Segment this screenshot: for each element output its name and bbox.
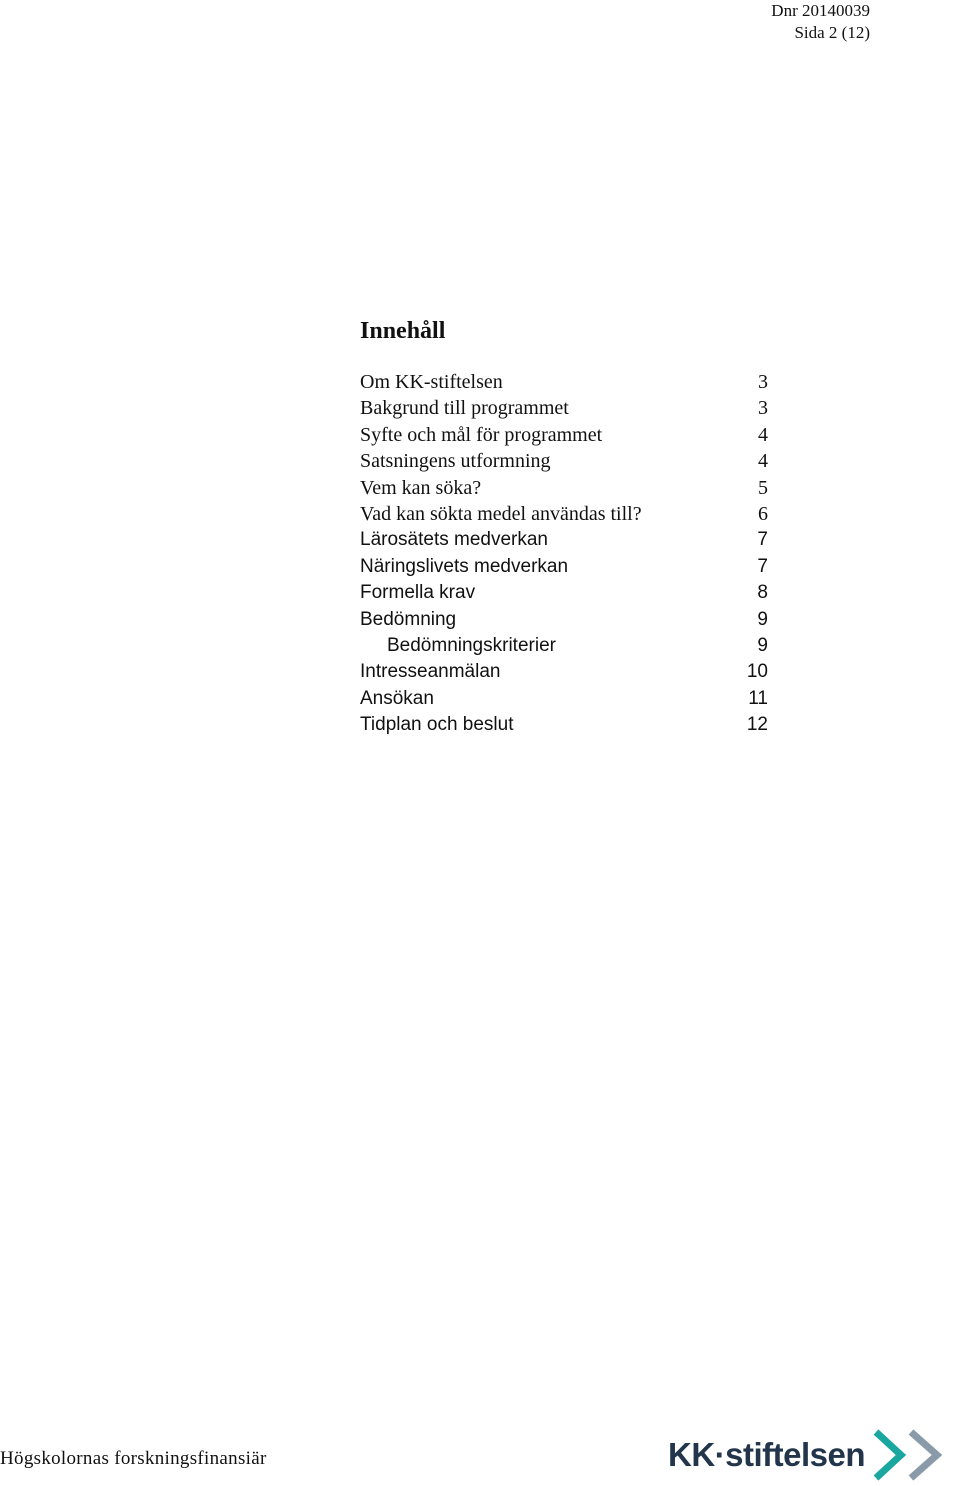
toc-entry-sub[interactable] (360, 633, 768, 659)
toc-entry-label: Intresseanmälan (360, 661, 501, 683)
toc-entry-page: 3 (758, 371, 768, 393)
logo-chevron-gray (911, 1432, 937, 1478)
double-chevron-right-icon (871, 1428, 955, 1482)
toc-entry[interactable] (360, 395, 768, 421)
toc-entry-label: Tidplan och beslut (360, 714, 514, 736)
document-number: Dnr 20140039 (771, 1, 870, 20)
toc-entry-page: 12 (746, 714, 768, 736)
toc-entry[interactable] (360, 554, 768, 580)
toc-entry[interactable] (360, 712, 768, 738)
toc-entry[interactable] (360, 580, 768, 606)
table-of-contents (360, 369, 768, 738)
toc-entry-label: Bedömningskriterier (387, 634, 556, 656)
toc-entry-page: 5 (758, 476, 768, 499)
toc-entry-page: 4 (758, 450, 768, 473)
toc-entry[interactable] (360, 422, 768, 448)
toc-entry[interactable] (360, 369, 768, 395)
toc-entry-label: Näringslivets medverkan (360, 555, 569, 577)
toc-entry[interactable] (360, 527, 768, 553)
page-number: Sida 2 (12) (794, 23, 870, 42)
toc-entry-page: 8 (757, 582, 768, 604)
toc-entry-page: 6 (758, 502, 768, 525)
toc-title: Innehåll (360, 318, 446, 344)
toc-entry-label: Bedömning (360, 608, 457, 630)
toc-entry[interactable] (360, 659, 768, 685)
toc-entry-label: Syfte och mål för programmet (360, 423, 603, 446)
toc-entry[interactable] (360, 475, 768, 501)
toc-entry-page: 4 (758, 423, 768, 446)
logo-wordmark: KK·stiftelsen (668, 1436, 866, 1473)
toc-entry[interactable] (360, 448, 768, 474)
toc-entry-page: 9 (757, 634, 768, 656)
page-header (771, 0, 870, 44)
toc-entry-label: Vem kan söka? (360, 476, 482, 499)
toc-entry-label: Lärosätets medverkan (360, 529, 548, 551)
toc-entry-label: Om KK-stiftelsen (360, 371, 503, 393)
toc-entry-label: Satsningens utformning (360, 450, 551, 473)
toc-entry-label: Ansökan (360, 687, 434, 709)
toc-entry-page: 11 (748, 687, 768, 709)
footer-tagline: Högskolornas forskningsfinansiär (0, 1448, 267, 1469)
toc-entry-page: 3 (758, 397, 768, 420)
toc-entry-label: Bakgrund till programmet (360, 397, 569, 420)
toc-entry-page: 7 (757, 529, 768, 551)
logo-chevron-teal (876, 1432, 901, 1478)
toc-entry-label: Vad kan sökta medel användas till? (360, 502, 642, 525)
toc-entry[interactable] (360, 501, 768, 527)
toc-entry-label: Formella krav (360, 582, 476, 604)
toc-entry[interactable] (360, 607, 768, 633)
kk-stiftelsen-logo (668, 1428, 955, 1482)
toc-entry-page: 9 (757, 608, 768, 630)
toc-entry-page: 10 (746, 661, 768, 683)
toc-entry-page: 7 (757, 555, 768, 577)
toc-entry[interactable] (360, 686, 768, 712)
